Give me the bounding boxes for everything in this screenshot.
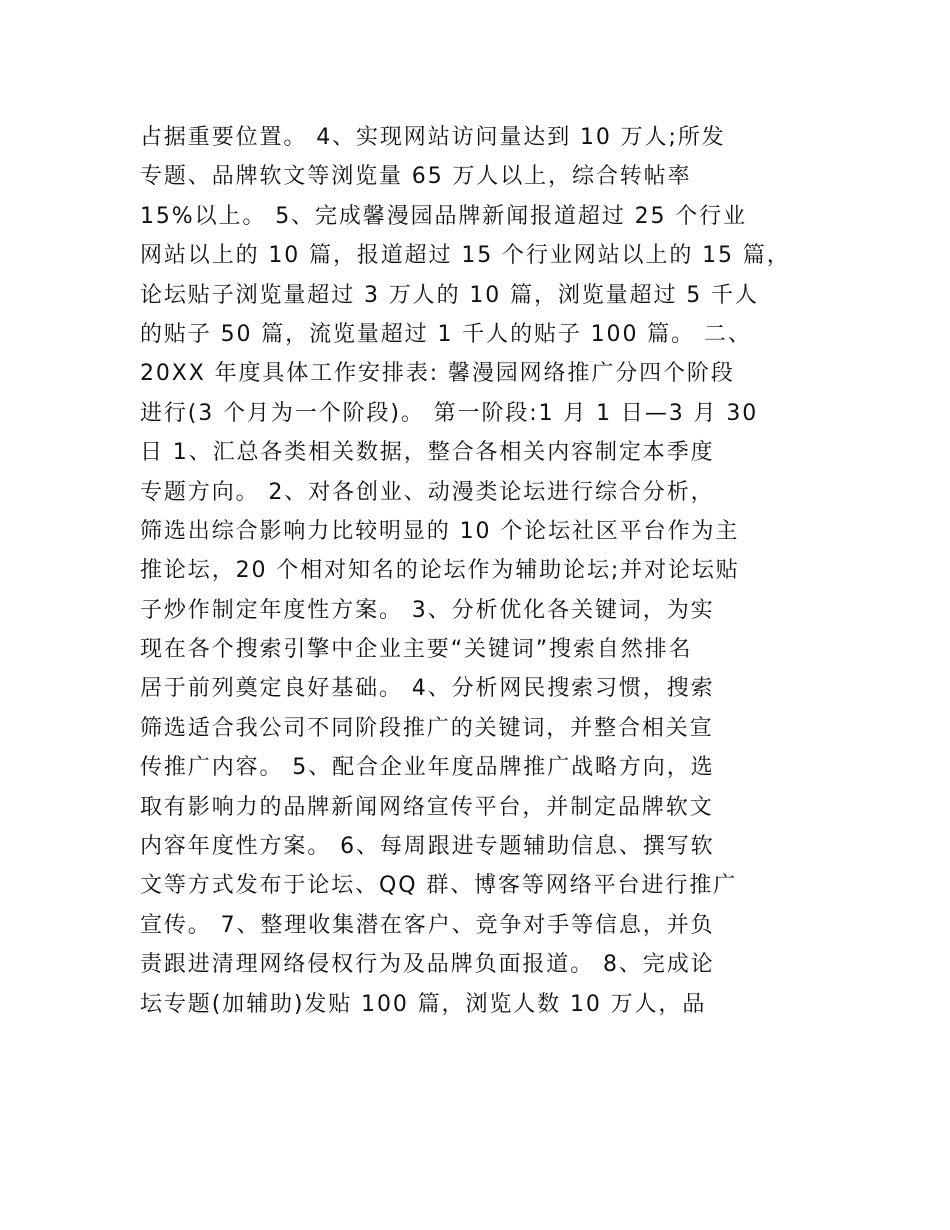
text-line: 的贴子 50 篇，流览量超过 1 千人的贴子 100 篇。 二、 <box>140 321 752 347</box>
body-text <box>140 118 840 1024</box>
text-line: 15%以上。 5、完成馨漫园品牌新闻报道超过 25 个行业 <box>140 203 747 229</box>
text-line: 筛选出综合影响力比较明显的 10 个论坛社区平台作为主 <box>140 518 740 544</box>
text-line: 内容年度性方案。 6、每周跟进专题辅助信息、撰写软 <box>140 834 715 860</box>
text-line: 专题、品牌软文等浏览量 65 万人以上，综合转帖率 <box>140 164 692 190</box>
text-line: 子炒作制定年度性方案。 3、分析优化各关键词，为实 <box>140 597 715 623</box>
text-line: 占据重要位置。 4、实现网站访问量达到 10 万人;所发 <box>140 125 726 150</box>
text-line: 宣传。 7、整理收集潜在客户、竞争对手等信息，并负 <box>140 912 715 938</box>
text-line: 筛选适合我公司不同阶段推广的关键词，并整合相关宣 <box>140 715 714 741</box>
text-line: 责跟进清理网络侵权行为及品牌负面报道。 8、完成论 <box>140 952 715 978</box>
text-line: 20XX 年度具体工作安排表: 馨漫园网络推广分四个阶段 <box>140 361 735 387</box>
text-line: 文等方式发布于论坛、QQ 群、博客等网络平台进行推广 <box>140 873 738 899</box>
text-line: 论坛贴子浏览量超过 3 万人的 10 篇，浏览量超过 5 千人 <box>140 282 759 308</box>
text-line: 专题方向。 2、对各创业、动漫类论坛进行综合分析， <box>140 479 715 505</box>
text-line: 网站以上的 10 篇，报道超过 15 个行业网站以上的 15 篇， <box>140 243 791 269</box>
text-line: 居于前列奠定良好基础。 4、分析网民搜索习惯，搜索 <box>140 676 715 702</box>
text-line: 取有影响力的品牌新闻网络宣传平台，并制定品牌软文 <box>140 794 714 820</box>
text-line: 坛专题(加辅助)发贴 100 篇，浏览人数 10 万人，品 <box>140 991 707 1017</box>
text-line: 推论坛，20 个相对知名的论坛作为辅助论坛;并对论坛贴 <box>140 558 740 584</box>
text-line: 进行(3 个月为一个阶段)。 第一阶段:1 月 1 日—3 月 30 <box>140 400 759 426</box>
text-line: 现在各个搜索引擎中企业主要“关键词”搜索自然排名 <box>140 637 693 663</box>
text-line: 日 1、汇总各类相关数据，整合各相关内容制定本季度 <box>140 440 715 466</box>
text-line: 传推广内容。 5、配合企业年度品牌推广战略方向，选 <box>140 755 715 781</box>
